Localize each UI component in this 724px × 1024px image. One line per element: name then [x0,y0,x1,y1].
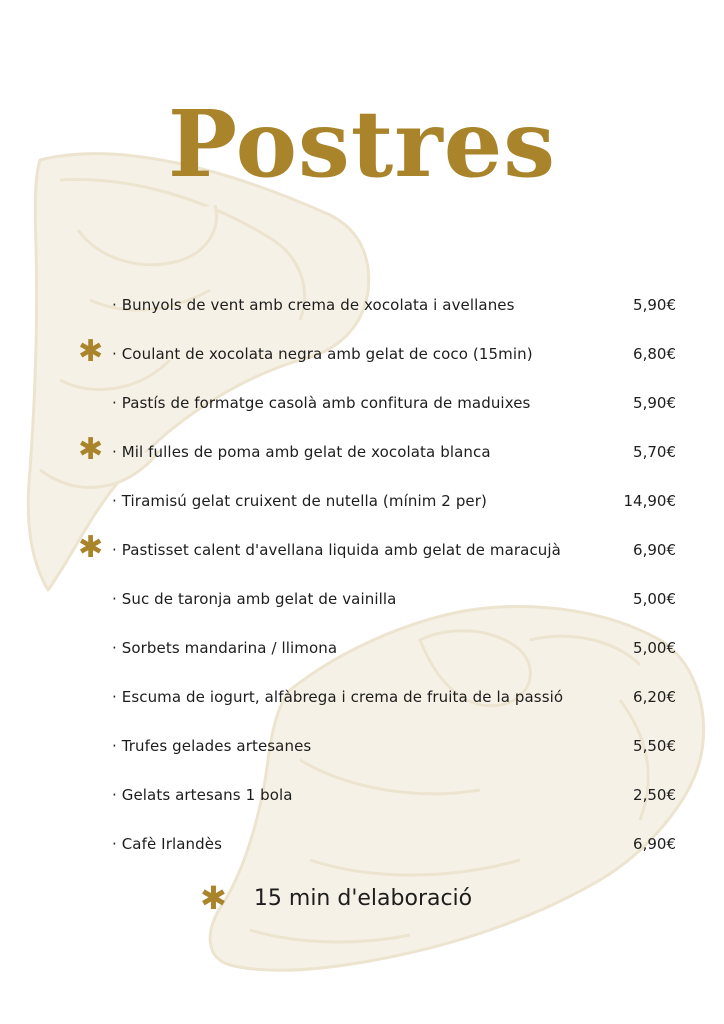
footnote-text: 15 min d'elaboració [253,885,473,911]
menu-item-price: 5,90€ [633,296,676,314]
menu-item [0,488,724,537]
page-title: Postres [167,90,557,198]
menu-item-name: · Suc de taronja amb gelat de vainilla [112,590,397,608]
menu-item-price: 5,90€ [633,394,676,412]
menu-item [0,586,724,635]
menu-item [0,432,724,488]
menu-item-price: 6,90€ [633,835,676,853]
menu-item-name: · Tiramisú gelat cruixent de nutella (mínim 2 per) [112,492,487,510]
menu-item-name: · Coulant de xocolata negra amb gelat de coco (15min) [112,345,533,363]
menu-item-price: 5,70€ [633,443,676,461]
menu-item-name: · Gelats artesans 1 bola [112,786,293,804]
menu-item [0,292,724,341]
menu-item [0,733,724,782]
menu-item-price: 6,90€ [633,541,676,559]
menu-item-price: 5,00€ [633,590,676,608]
menu-item [0,635,724,684]
menu-item-price: 6,80€ [633,345,676,363]
menu-item-price: 14,90€ [623,492,676,510]
menu-item-name: · Trufes gelades artesanes [112,737,312,755]
asterisk-icon: ✱ [78,334,104,369]
menu-item-name: · Pastisset calent d'avellana liquida amb gelat de maracujà [112,541,561,559]
menu-item-name: · Bunyols de vent amb crema de xocolata i avellanes [112,296,515,314]
asterisk-icon: ✱ [78,432,104,467]
menu-item-name: · Sorbets mandarina / llimona [112,639,338,657]
menu-item-price: 5,00€ [633,639,676,657]
menu-item-price: 6,20€ [633,688,676,706]
menu-item [0,390,724,439]
menu-item-name: · Cafè Irlandès [112,835,223,853]
asterisk-icon: ✱ [200,879,227,917]
menu-item-name: · Pastís de formatge casolà amb confitura de maduixes [112,394,531,412]
menu-item-name: · Escuma de iogurt, alfàbrega i crema de fruita de la passió [112,688,564,706]
menu-item-price: 5,50€ [633,737,676,755]
asterisk-icon: ✱ [78,530,104,565]
menu-item [0,684,724,733]
menu-item [0,530,724,586]
footnote [200,879,473,918]
dessert-menu-list [0,292,724,880]
menu-item-price: 2,50€ [633,786,676,804]
menu-item [0,831,724,880]
menu-item [0,334,724,390]
menu-item-name: · Mil fulles de poma amb gelat de xocolata blanca [112,443,491,461]
menu-item [0,782,724,831]
